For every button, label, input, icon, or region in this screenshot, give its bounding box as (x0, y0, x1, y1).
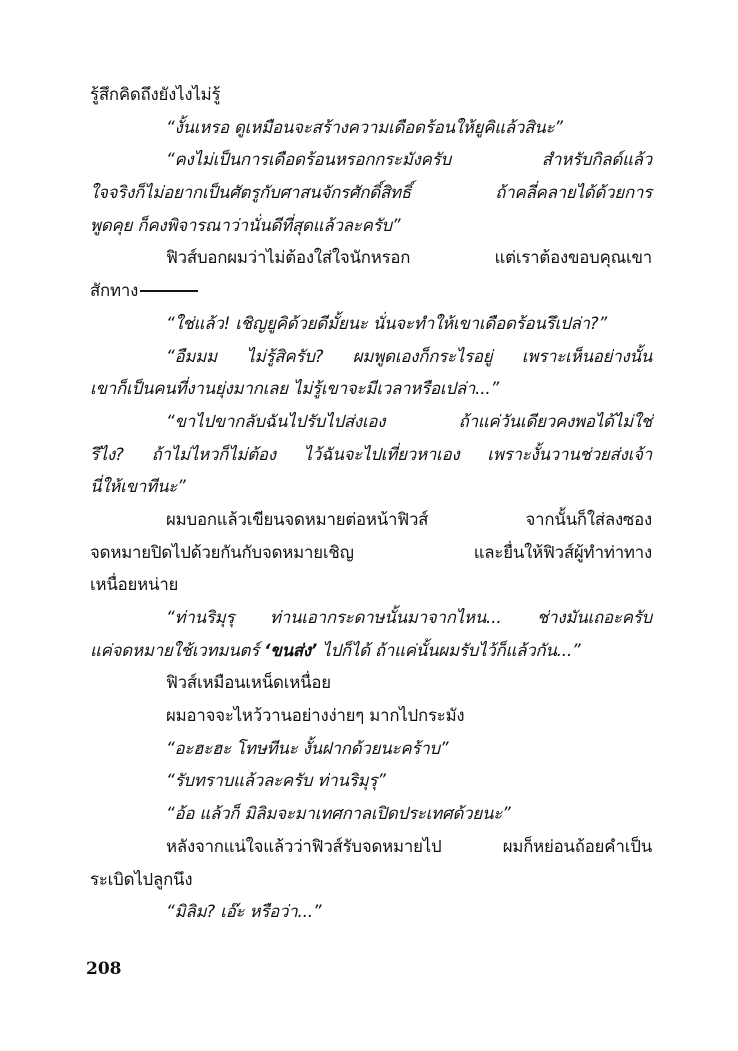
dialogue-line-9: “อืมมม ไม่รู้สิครับ? ผมพูดเองก็กระไรอยู่ เพราะเห็นอย่างนั้น (166, 345, 652, 366)
dialogue-line-21: “อะฮะฮะ โทษทีนะ งั้นฝากด้วยนะคร้าบ” (166, 737, 449, 758)
text-line-15: จดหมายปิดไปด้วยกันกับจดหมายเชิญ และยื่นให้ฟิวส์ผู้ทำท่าทาง (90, 541, 652, 562)
dialogue-line-18-start: แค่จดหมายใช้เวทมนตร์ (90, 639, 265, 660)
dialogue-line-23: “อ้อ แล้วก็ มิลิมจะมาเทศกาลเปิดประเทศด้วยนะ” (166, 803, 511, 824)
dialogue-line-26: “มิลิม? เอ๊ะ หรือว่า...” (166, 901, 322, 922)
dialogue-line-10: เขาก็เป็นคนที่งานยุ่งมากเลย ไม่รู้เขาจะมีเวลาหรือเปล่า...” (90, 378, 500, 399)
text-line-24: หลังจากแน่ใจแล้วว่าฟิวส์รับจดหมายไป ผมก็หย่อนถ้อยคำเป็น (166, 835, 652, 856)
dialogue-line-22: “รับทราบแล้วละครับ ท่านริมุรุ” (166, 770, 386, 791)
dialogue-line-18-end: ไปก็ได้ ถ้าแค่นั้นผมรับไว้ก็แล้วกัน...” (317, 639, 581, 660)
text-line-7-text: สักทาง (90, 280, 139, 301)
text-line-7 (90, 274, 652, 307)
em-dash-rule (140, 290, 198, 292)
page-number: 208 (86, 959, 122, 979)
dialogue-line-11: “ขาไปขากลับฉันไปรับไปส่งเอง ถ้าแค่วันเดียวคงพอได้ไม่ใช่ (166, 410, 652, 431)
dialogue-line-12: รึไง? ถ้าไม่ไหวก็ไม่ต้อง ไว้ฉันจะไปเที่ยวหาเอง เพราะงั้นวานช่วยส่งเจ้า (90, 443, 652, 464)
dialogue-line-2: “งั้นเหรอ ดูเหมือนจะสร้างความเดือดร้อนให้ยูคิแล้วสินะ” (166, 116, 563, 137)
text-line-20: ผมอาจจะไหว้วานอย่างง่ายๆ มากไปกระมัง (166, 705, 465, 726)
text-line-19: ฟิวส์เหมือนเหน็ดเหนื่อย (166, 672, 331, 693)
text-line-1: รู้สึกคิดถึงยังไงไม่รู้ (90, 84, 221, 104)
dialogue-line-18 (90, 634, 652, 667)
text-line-14: ผมบอกแล้วเขียนจดหมายต่อหน้าฟิวส์ จากนั้นก็ใส่ลงซอง (166, 508, 652, 529)
dialogue-line-5: พูดคุย ก็คงพิจารณาว่านั่นดีที่สุดแล้วละครับ” (90, 214, 401, 235)
text-line-6: ฟิวส์บอกผมว่าไม่ต้องใส่ใจนักหรอก แต่เราต้องขอบคุณเขา (166, 247, 652, 268)
dialogue-line-4: ใจจริงก็ไม่อยากเป็นศัตรูกับศาสนจักรศักดิ์สิทธิ์ ถ้าคลี่คลายได้ด้วยการ (90, 182, 652, 203)
dialogue-line-13: นี่ให้เขาทีนะ” (90, 476, 186, 497)
dialogue-line-17: “ท่านริมุรุ ท่านเอากระดาษนั้นมาจากไหน... ช่างมันเถอะครับ (166, 607, 652, 627)
spell-name-transport: ‘ขนส่ง’ (264, 639, 318, 660)
text-line-16: เหนื่อยหน่าย (90, 574, 179, 595)
dialogue-line-3: “คงไม่เป็นการเดือดร้อนหรอกกระมังครับ สำหรับกิลด์แล้ว (166, 149, 652, 170)
dialogue-line-8: “ใช่แล้ว! เชิญยูคิด้วยดีมั้ยนะ นั่นจะทำให้เขาเดือดร้อนรึเปล่า?” (166, 312, 607, 333)
text-line-25: ระเบิดไปลูกนึง (90, 868, 193, 889)
book-page-body (90, 78, 652, 928)
